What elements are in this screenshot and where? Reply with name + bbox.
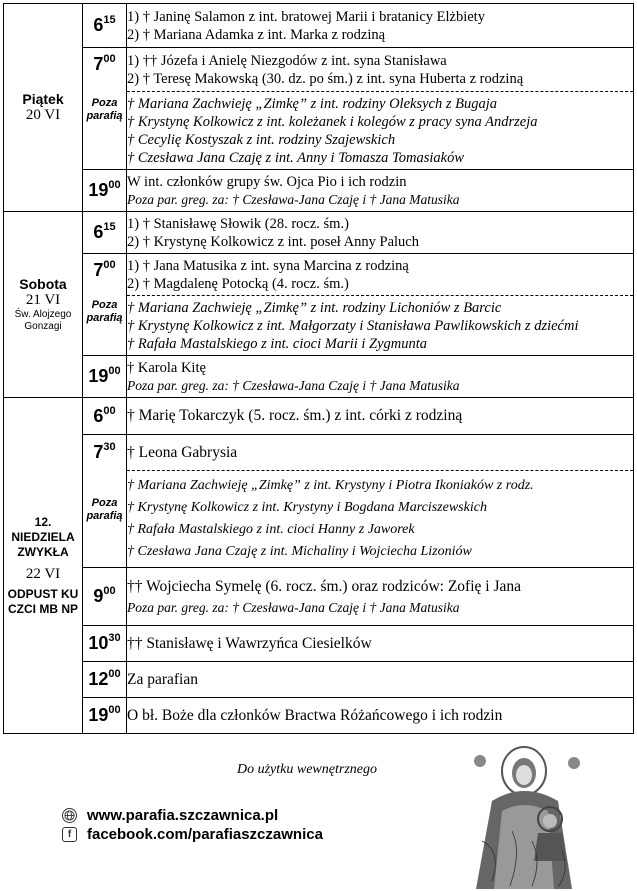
day-date: 22 VI	[25, 565, 61, 582]
globe-icon	[62, 808, 77, 823]
intention-line: † Krystynę Kolkowicz z int. Małgorzaty i Stanisława Pawlikowskich z dziećmi	[127, 317, 579, 334]
table-row	[4, 662, 634, 698]
mass-intentions	[127, 212, 634, 254]
feast-note: ODPUST KU CZCI MB NP	[7, 586, 79, 616]
outside-parish-label: Poza parafią	[86, 299, 123, 324]
mass-intentions	[127, 435, 634, 471]
feast-note: Św. Alojzego Gonzagi	[14, 309, 72, 332]
day-name: 12. NIEDZIELA ZWYKŁA	[11, 514, 75, 559]
mass-intentions	[127, 4, 634, 48]
intention-line: † Marię Tokarczyk (5. rocz. śm.) z int. córki z rodziną	[127, 407, 463, 424]
facebook-icon: f	[62, 827, 77, 842]
mass-time: $7^{00}$ Poza parafią	[83, 254, 127, 356]
intention-line: † Krystynę Kolkowicz z int. Krystyny i Bogdana Marciszewskich	[127, 500, 487, 515]
mass-intentions	[127, 662, 634, 698]
mass-intentions	[127, 356, 634, 398]
mass-time: $10^{30}$	[83, 626, 127, 662]
internal-use-note: Do użytku wewnętrznego	[237, 762, 377, 777]
day-cell-sunday	[4, 398, 83, 734]
mass-intentions	[127, 170, 634, 212]
intention-line: W int. członków grupy św. Ojca Pio i ich rodzin	[127, 173, 407, 190]
intention-line: Za parafian	[127, 670, 198, 688]
mass-time: $7^{00}$ Poza parafią	[83, 48, 127, 170]
intention-line: † Mariana Zachwieję „Zimkę” z int. rodziny Lichoniów z Barcic	[127, 299, 502, 316]
mass-intentions	[127, 698, 634, 734]
mass-time: $9^{00}$	[83, 568, 127, 626]
day-date: 21 VI	[25, 292, 61, 308]
mass-intentions	[127, 626, 634, 662]
intention-line: † Mariana Zachwieję „Zimkę” z int. Krystyny i Piotra Ikoniaków z rodz.	[127, 478, 534, 493]
day-name: Piątek	[22, 91, 64, 107]
table-row	[4, 254, 634, 296]
intention-line: † Mariana Zachwieję „Zimkę” z int. rodziny Oleksych z Bugaja	[127, 95, 497, 112]
table-row	[4, 212, 634, 254]
mass-intentions	[127, 398, 634, 435]
mass-intentions	[127, 568, 634, 626]
outside-parish-label: Poza parafią	[86, 497, 123, 522]
table-row	[4, 170, 634, 212]
facebook-link[interactable]	[62, 826, 323, 843]
mass-time: $19^{00}$	[83, 356, 127, 398]
mass-time: $19^{00}$	[83, 170, 127, 212]
intention-line: † Czesława Jana Czaję z int. Anny i Tomasza Tomasiaków	[127, 149, 465, 166]
intention-line: † Cecylię Kostyszak z int. rodziny Szajewskich	[127, 131, 396, 148]
intention-line: 1) † Janinę Salamon z int. bratowej Marii i bratanicy Elżbiety	[127, 8, 485, 25]
gregorian-note: Poza par. greg. za: † Czesława-Jana Czaję i † Jana Matusika	[127, 599, 460, 615]
gregorian-note: Poza par. greg. za: † Czesława-Jana Czaję i † Jana Matusika	[127, 191, 460, 207]
intention-line: † Rafała Mastalskiego z int. cioci Marii i Zygmunta	[127, 335, 428, 352]
day-name: Sobota	[19, 276, 67, 292]
mass-time: $12^{00}$	[83, 662, 127, 698]
outside-parish-label: Poza parafią	[86, 97, 123, 122]
intention-line: † Czesława Jana Czaję z int. Michaliny i Wojciecha Lizoniów	[127, 544, 472, 559]
day-cell-friday	[4, 4, 83, 212]
table-row	[4, 568, 634, 626]
intention-line: O bł. Boże dla członków Bractwa Różańcowego i ich rodzin	[127, 706, 503, 724]
intention-line: † Krystynę Kolkowicz z int. koleżanek i kolegów z pracy syna Andrzeja	[127, 113, 538, 130]
website-url[interactable]: www.parafia.szczawnica.pl	[87, 807, 279, 824]
intention-line: 2) † Teresę Makowską (30. dz. po śm.) z int. syna Huberta z rodziną	[127, 70, 524, 87]
intention-line: 2) † Mariana Adamka z int. Marka z rodziną	[127, 26, 386, 43]
mass-intentions	[127, 48, 634, 92]
intention-line: 1) †† Józefa i Anielę Niezgodów z int. syna Stanisława	[127, 52, 447, 69]
table-row	[4, 398, 634, 435]
table-row	[4, 435, 634, 471]
mass-time: $6^{00}$	[83, 398, 127, 435]
intention-line: 2) † Krystynę Kolkowicz z int. poseł Anny Paluch	[127, 233, 419, 250]
table-row	[4, 356, 634, 398]
intention-line: 1) † Stanisławę Słowik (28. rocz. śm.)	[127, 215, 349, 232]
outside-parish-intentions	[127, 296, 634, 356]
mass-intentions	[127, 254, 634, 296]
table-row	[4, 698, 634, 734]
intention-line: 2) † Magdalenę Potocką (4. rocz. śm.)	[127, 275, 349, 292]
day-date: 20 VI	[25, 107, 61, 123]
mass-time: $7^{30}$ Poza parafią	[83, 435, 127, 568]
mass-time: $19^{00}$	[83, 698, 127, 734]
mass-schedule-table	[3, 3, 634, 734]
outside-parish-intentions	[127, 92, 634, 170]
table-row	[4, 4, 634, 48]
intention-line: † Karola Kitę	[127, 359, 206, 376]
gregorian-note: Poza par. greg. za: † Czesława-Jana Czaję i † Jana Matusika	[127, 377, 460, 393]
website-link[interactable]	[62, 807, 278, 824]
intention-line: † Leona Gabrysia	[127, 443, 238, 461]
intention-line: †† Stanisławę i Wawrzyńca Ciesielków	[127, 634, 372, 652]
day-cell-saturday	[4, 212, 83, 398]
madonna-icon-image	[462, 741, 594, 889]
mass-time: $6^{15}$	[83, 4, 127, 48]
intention-line: †† Wojciecha Symelę (6. rocz. śm.) oraz rodziców: Zofię i Jana	[127, 577, 522, 595]
facebook-url[interactable]: facebook.com/parafiaszczawnica	[87, 826, 323, 843]
outside-parish-intentions	[127, 471, 634, 568]
mass-time: $6^{15}$	[83, 212, 127, 254]
intention-line: 1) † Jana Matusika z int. syna Marcina z rodziną	[127, 257, 409, 274]
table-row	[4, 626, 634, 662]
table-row	[4, 48, 634, 92]
intention-line: † Rafała Mastalskiego z int. cioci Hanny z Jaworek	[127, 522, 415, 537]
